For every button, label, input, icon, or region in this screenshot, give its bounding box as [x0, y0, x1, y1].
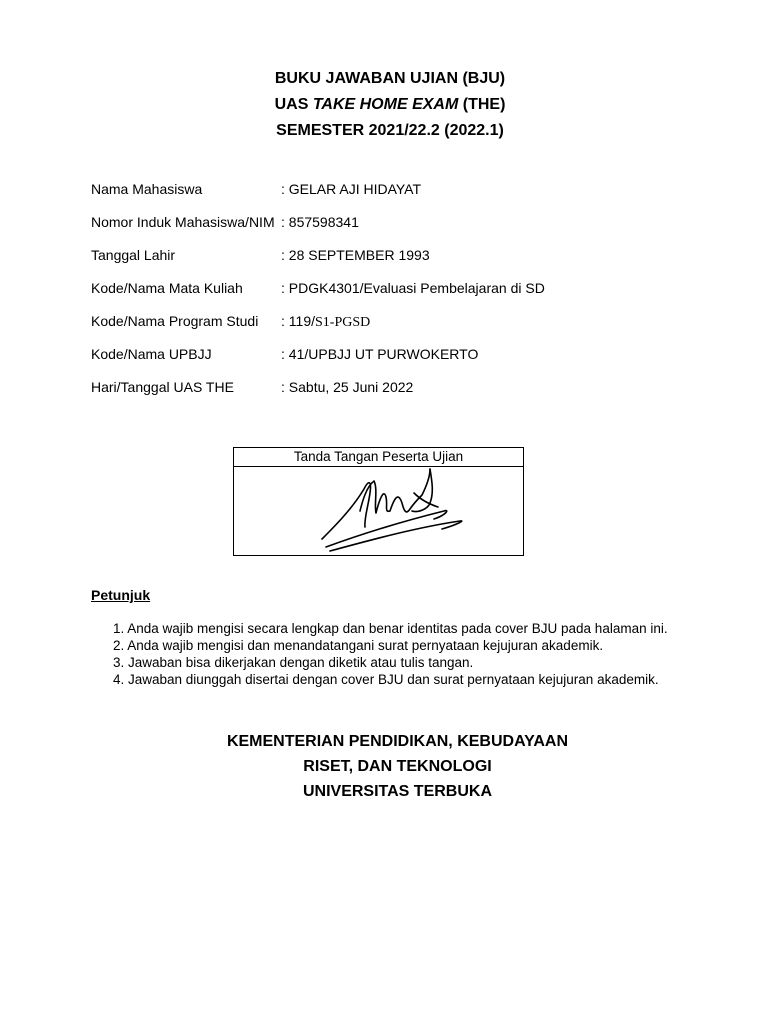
title-line-3: SEMESTER 2021/22.2 (2022.1) — [276, 122, 504, 139]
identity-value: : Sabtu, 25 Juni 2022 — [281, 379, 414, 395]
signature-box — [233, 447, 524, 556]
instruction-item: 4. Jawaban diunggah disertai dengan cover BJU dan surat pernyataan kejujuran akademik. — [113, 672, 659, 687]
identity-label: Kode/Nama UPBJJ — [91, 346, 212, 362]
document-title — [0, 66, 768, 144]
instruction-item: 1. Anda wajib mengisi secara lengkap dan benar identitas pada cover BJU pada halaman ini. — [113, 621, 668, 636]
identity-row-program — [91, 311, 691, 344]
title-line-1: BUKU JAWABAN UJIAN (BJU) — [274, 70, 506, 87]
identity-label: Kode/Nama Program Studi — [91, 313, 259, 329]
identity-table — [91, 179, 691, 410]
identity-label: Nomor Induk Mahasiswa/NIM — [91, 214, 275, 230]
identity-value-program-code: S1-PGSD — [315, 315, 371, 330]
title-line-2-prefix: UAS — [274, 96, 313, 113]
identity-value: : 28 SEPTEMBER 1993 — [281, 247, 430, 263]
signature-box-header: Tanda Tangan Peserta Ujian — [234, 448, 523, 467]
footer-line-3: UNIVERSITAS TERBUKA — [302, 783, 493, 800]
instructions-list — [113, 620, 668, 688]
identity-label: Kode/Nama Mata Kuliah — [91, 280, 243, 296]
signature-area — [234, 467, 523, 556]
instruction-item: 2. Anda wajib mengisi dan menandatangani surat pernyataan kejujuran akademik. — [113, 638, 604, 653]
identity-value-prefix: : 119/ — [281, 313, 315, 329]
instructions-heading: Petunjuk — [91, 587, 151, 603]
identity-row-course — [91, 278, 691, 311]
title-line-2-italic: TAKE HOME EXAM — [312, 96, 459, 113]
identity-label: Nama Mahasiswa — [91, 181, 203, 197]
identity-value — [281, 311, 370, 333]
title-line-2 — [0, 92, 768, 118]
handwritten-signature — [234, 467, 523, 556]
identity-row-exam-date — [91, 377, 691, 410]
identity-value: : PDGK4301/Evaluasi Pembelajaran di SD — [281, 280, 545, 296]
identity-label: Tanggal Lahir — [91, 247, 176, 263]
identity-row-upbjj — [91, 344, 691, 377]
identity-row-nim — [91, 212, 691, 245]
identity-row-birthdate — [91, 245, 691, 278]
identity-value: : 857598341 — [281, 214, 359, 230]
identity-label: Hari/Tanggal UAS THE — [91, 379, 234, 395]
footer-line-1: KEMENTERIAN PENDIDIKAN, KEBUDAYAAN — [226, 733, 569, 750]
identity-value: : 41/UPBJJ UT PURWOKERTO — [281, 346, 479, 362]
identity-row-name — [91, 179, 691, 212]
footer-line-2: RISET, DAN TEKNOLOGI — [303, 758, 492, 775]
identity-value: : GELAR AJI HIDAYAT — [281, 181, 422, 197]
ministry-footer — [0, 729, 768, 804]
instruction-item: 3. Jawaban bisa dikerjakan dengan diketik atau tulis tangan. — [113, 655, 474, 670]
title-line-2-suffix: (THE) — [458, 96, 506, 113]
